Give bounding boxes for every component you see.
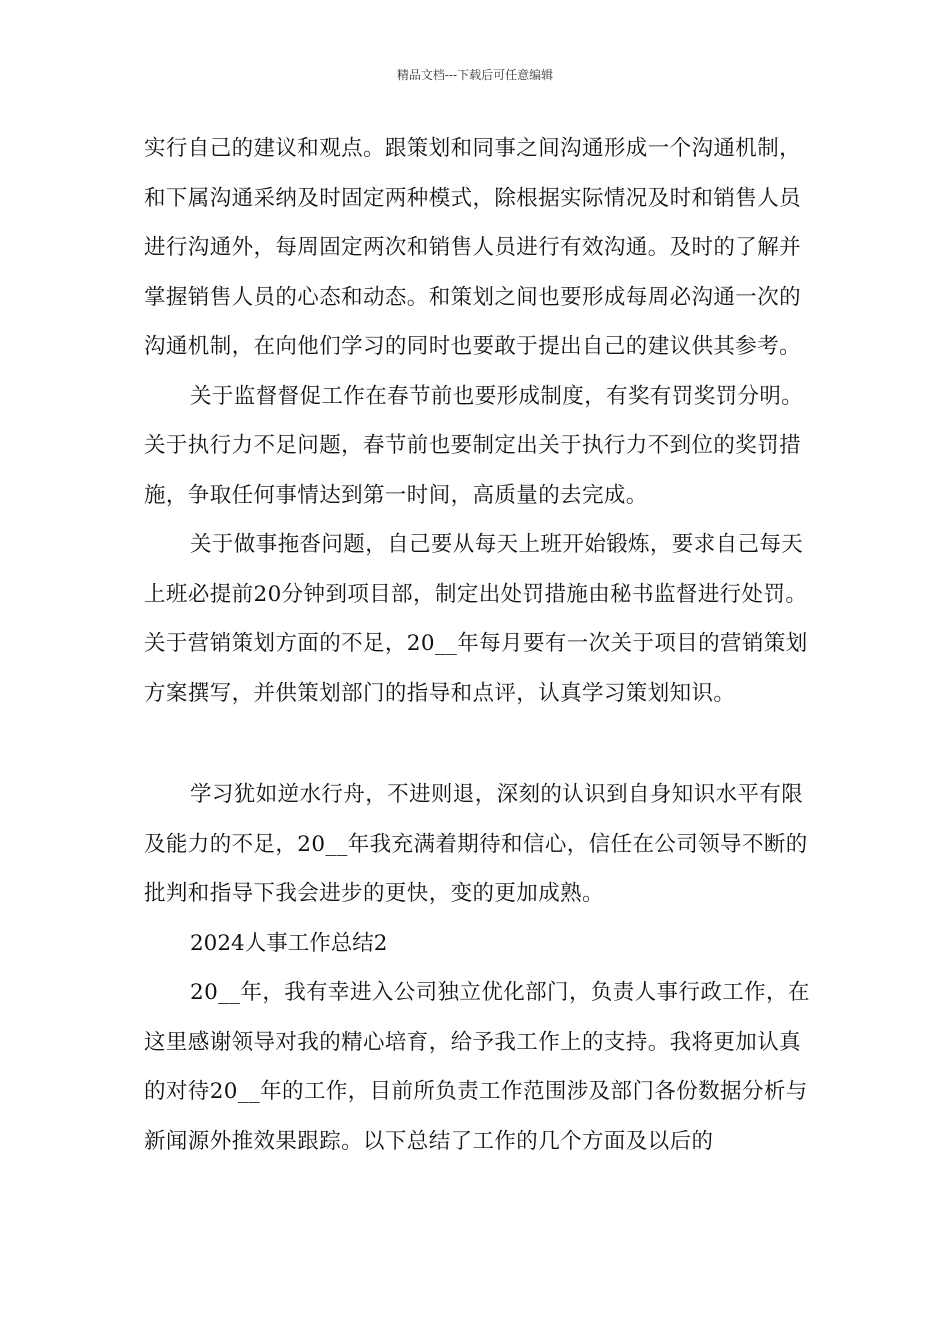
page-header: 精品文档---下载后可任意编辑 — [396, 68, 554, 82]
paragraph-2: 关于监督督促工作在春节前也要形成制度，有奖有罚奖罚分明。关于执行力不足问题，春节前也要制定出关于执行力不到位的奖罚措施，争取任何事情达到第一时间，高质量的去完成。 — [144, 383, 804, 508]
document-body — [144, 124, 816, 1166]
paragraph-5: 20__年，我有幸进入公司独立优化部门，负责人事行政工作，在这里感谢领导对我的精心培育，给予我工作上的支持。我将更加认真的对待20__年的工作，目前所负责工作范围涉及部门各份数据分析与新闻源外推效果跟踪。以下总结了工作的几个方面及以后的 — [144, 980, 810, 1154]
section-heading: 2024人事工作总结2 — [190, 930, 388, 956]
paragraph-4: 学习犹如逆水行舟，不进则退，深刻的认识到自身知识水平有限及能力的不足，20__年我充满着期待和信心，信任在公司领导不断的批判和指导下我会进步的更快，变的更加成熟。 — [144, 782, 808, 906]
blank-line — [144, 718, 816, 770]
paragraph-1: 实行自己的建议和观点。跟策划和同事之间沟通形成一个沟通机制，和下属沟通采纳及时固定两种模式，除根据实际情况及时和销售人员进行沟通外，每周固定两次和销售人员进行有效沟通。及时的了解并掌握销售人员的心态和动态。和策划之间也要形成每周必沟通一次的沟通机制，在向他们学习的同时也要敢于提出自己的建议供其参考。 — [144, 136, 802, 359]
paragraph-3: 关于做事拖沓问题，自己要从每天上班开始锻炼，要求自己每天上班必提前20分钟到项目部，制定出处罚措施由秘书监督进行处罚。关于营销策划方面的不足，20__年每月要有一次关于项目的营销策划方案撰写，并供策划部门的指导和点评，认真学习策划知识。 — [144, 532, 808, 706]
